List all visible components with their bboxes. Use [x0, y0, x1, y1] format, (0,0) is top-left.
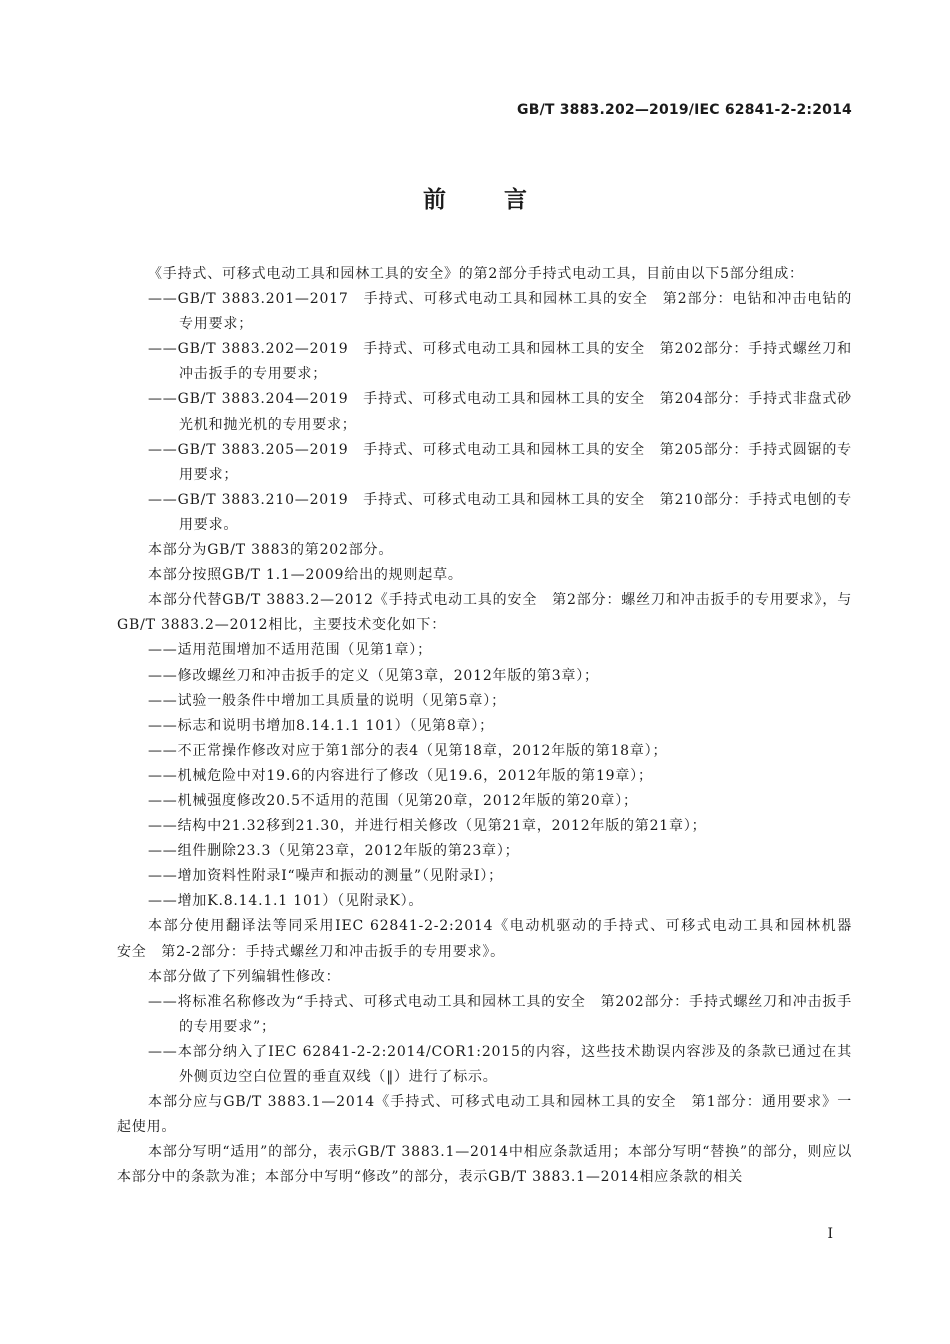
change-item: ——机械强度修改20.5不适用的范围（见第20章，2012年版的第20章）；: [148, 792, 638, 809]
paragraph: 本部分为GB/T 3883的第202部分。: [148, 542, 394, 559]
change-item: ——机械危险中对19.6的内容进行了修改（见19.6，2012年版的第19章）；: [148, 767, 653, 784]
paragraph: 本部分代替GB/T 3883.2—2012《手持式电动工具的安全 第2部分：螺丝刀和冲击扳手的专用要求》，与GB/T 3883.2—2012相比，主要技术变化如下：: [117, 592, 852, 634]
change-item: ——组件删除23.3（见第23章，2012年版的第23章）；: [148, 843, 520, 860]
change-item: ——修改螺丝刀和冲击扳手的定义（见第3章，2012年版的第3章）；: [148, 667, 599, 684]
intro-paragraph: 《手持式、可移式电动工具和园林工具的安全》的第2部分手持式电动工具，目前由以下5部分组成：: [148, 266, 804, 282]
paragraph: 本部分做了下列编辑性修改：: [148, 968, 341, 985]
page-title: 前言: [423, 187, 585, 213]
list-item: ——GB/T 3883.210—2019 手持式、可移式电动工具和园林工具的安全 第210部分：手持式电刨的专用要求。: [148, 491, 852, 533]
paragraph: 本部分应与GB/T 3883.1—2014《手持式、可移式电动工具和园林工具的安全 第1部分：通用要求》一起使用。: [117, 1094, 852, 1136]
paragraph: 本部分按照GB/T 1.1—2009给出的规则起草。: [148, 567, 463, 584]
edit-item: ——本部分纳入了IEC 62841-2-2:2014/COR1:2015的内容，这些技术勘误内容涉及的条款已通过在其外侧页边空白位置的垂直双线（‖）进行了标示。: [148, 1043, 852, 1085]
standard-code-header: GB/T 3883.202—2019/IEC 62841-2-2:2014: [517, 102, 852, 118]
change-item: ——结构中21.32移到21.30，并进行相关修改（见第21章，2012年版的第21章）；: [148, 818, 707, 835]
change-item: ——增加资料性附录I“噪声和振动的测量”（见附录I）；: [148, 868, 503, 885]
list-item: ——GB/T 3883.201—2017 手持式、可移式电动工具和园林工具的安全 第2部分：电钻和冲击电钻的专用要求；: [148, 291, 852, 333]
list-item: ——GB/T 3883.202—2019 手持式、可移式电动工具和园林工具的安全 第202部分：手持式螺丝刀和冲击扳手的专用要求；: [148, 341, 852, 383]
change-item: ——试验一般条件中增加工具质量的说明（见第5章）；: [148, 692, 506, 709]
document-body: [117, 262, 867, 1190]
edit-item: ——将标准名称修改为“手持式、可移式电动工具和园林工具的安全 第202部分：手持式螺丝刀和冲击扳手的专用要求”；: [148, 993, 852, 1035]
change-item: ——标志和说明书增加8.14.1.1 101）（见第8章）；: [148, 717, 494, 734]
paragraph: 本部分使用翻译法等同采用IEC 62841-2-2:2014《电动机驱动的手持式、可移式电动工具和园林机器 安全 第2-2部分：手持式螺丝刀和冲击扳手的专用要求》。: [117, 918, 867, 960]
list-item: ——GB/T 3883.204—2019 手持式、可移式电动工具和园林工具的安全 第204部分：手持式非盘式砂光机和抛光机的专用要求；: [148, 391, 852, 433]
page-number: I: [827, 1226, 833, 1242]
list-item: ——GB/T 3883.205—2019 手持式、可移式电动工具和园林工具的安全 第205部分：手持式圆锯的专用要求；: [148, 441, 852, 483]
change-item: ——不正常操作修改对应于第1部分的表4（见第18章，2012年版的第18章）；: [148, 742, 668, 759]
paragraph: 本部分写明“适用”的部分，表示GB/T 3883.1—2014中相应条款适用；本部分写明“替换”的部分，则应以本部分中的条款为准；本部分中写明“修改”的部分，表示GB/T 3883.1—2014相应条款的相关: [117, 1144, 852, 1186]
change-item: ——增加K.8.14.1.1 101）（见附录K）。: [148, 893, 424, 910]
change-item: ——适用范围增加不适用范围（见第1章）；: [148, 642, 432, 659]
